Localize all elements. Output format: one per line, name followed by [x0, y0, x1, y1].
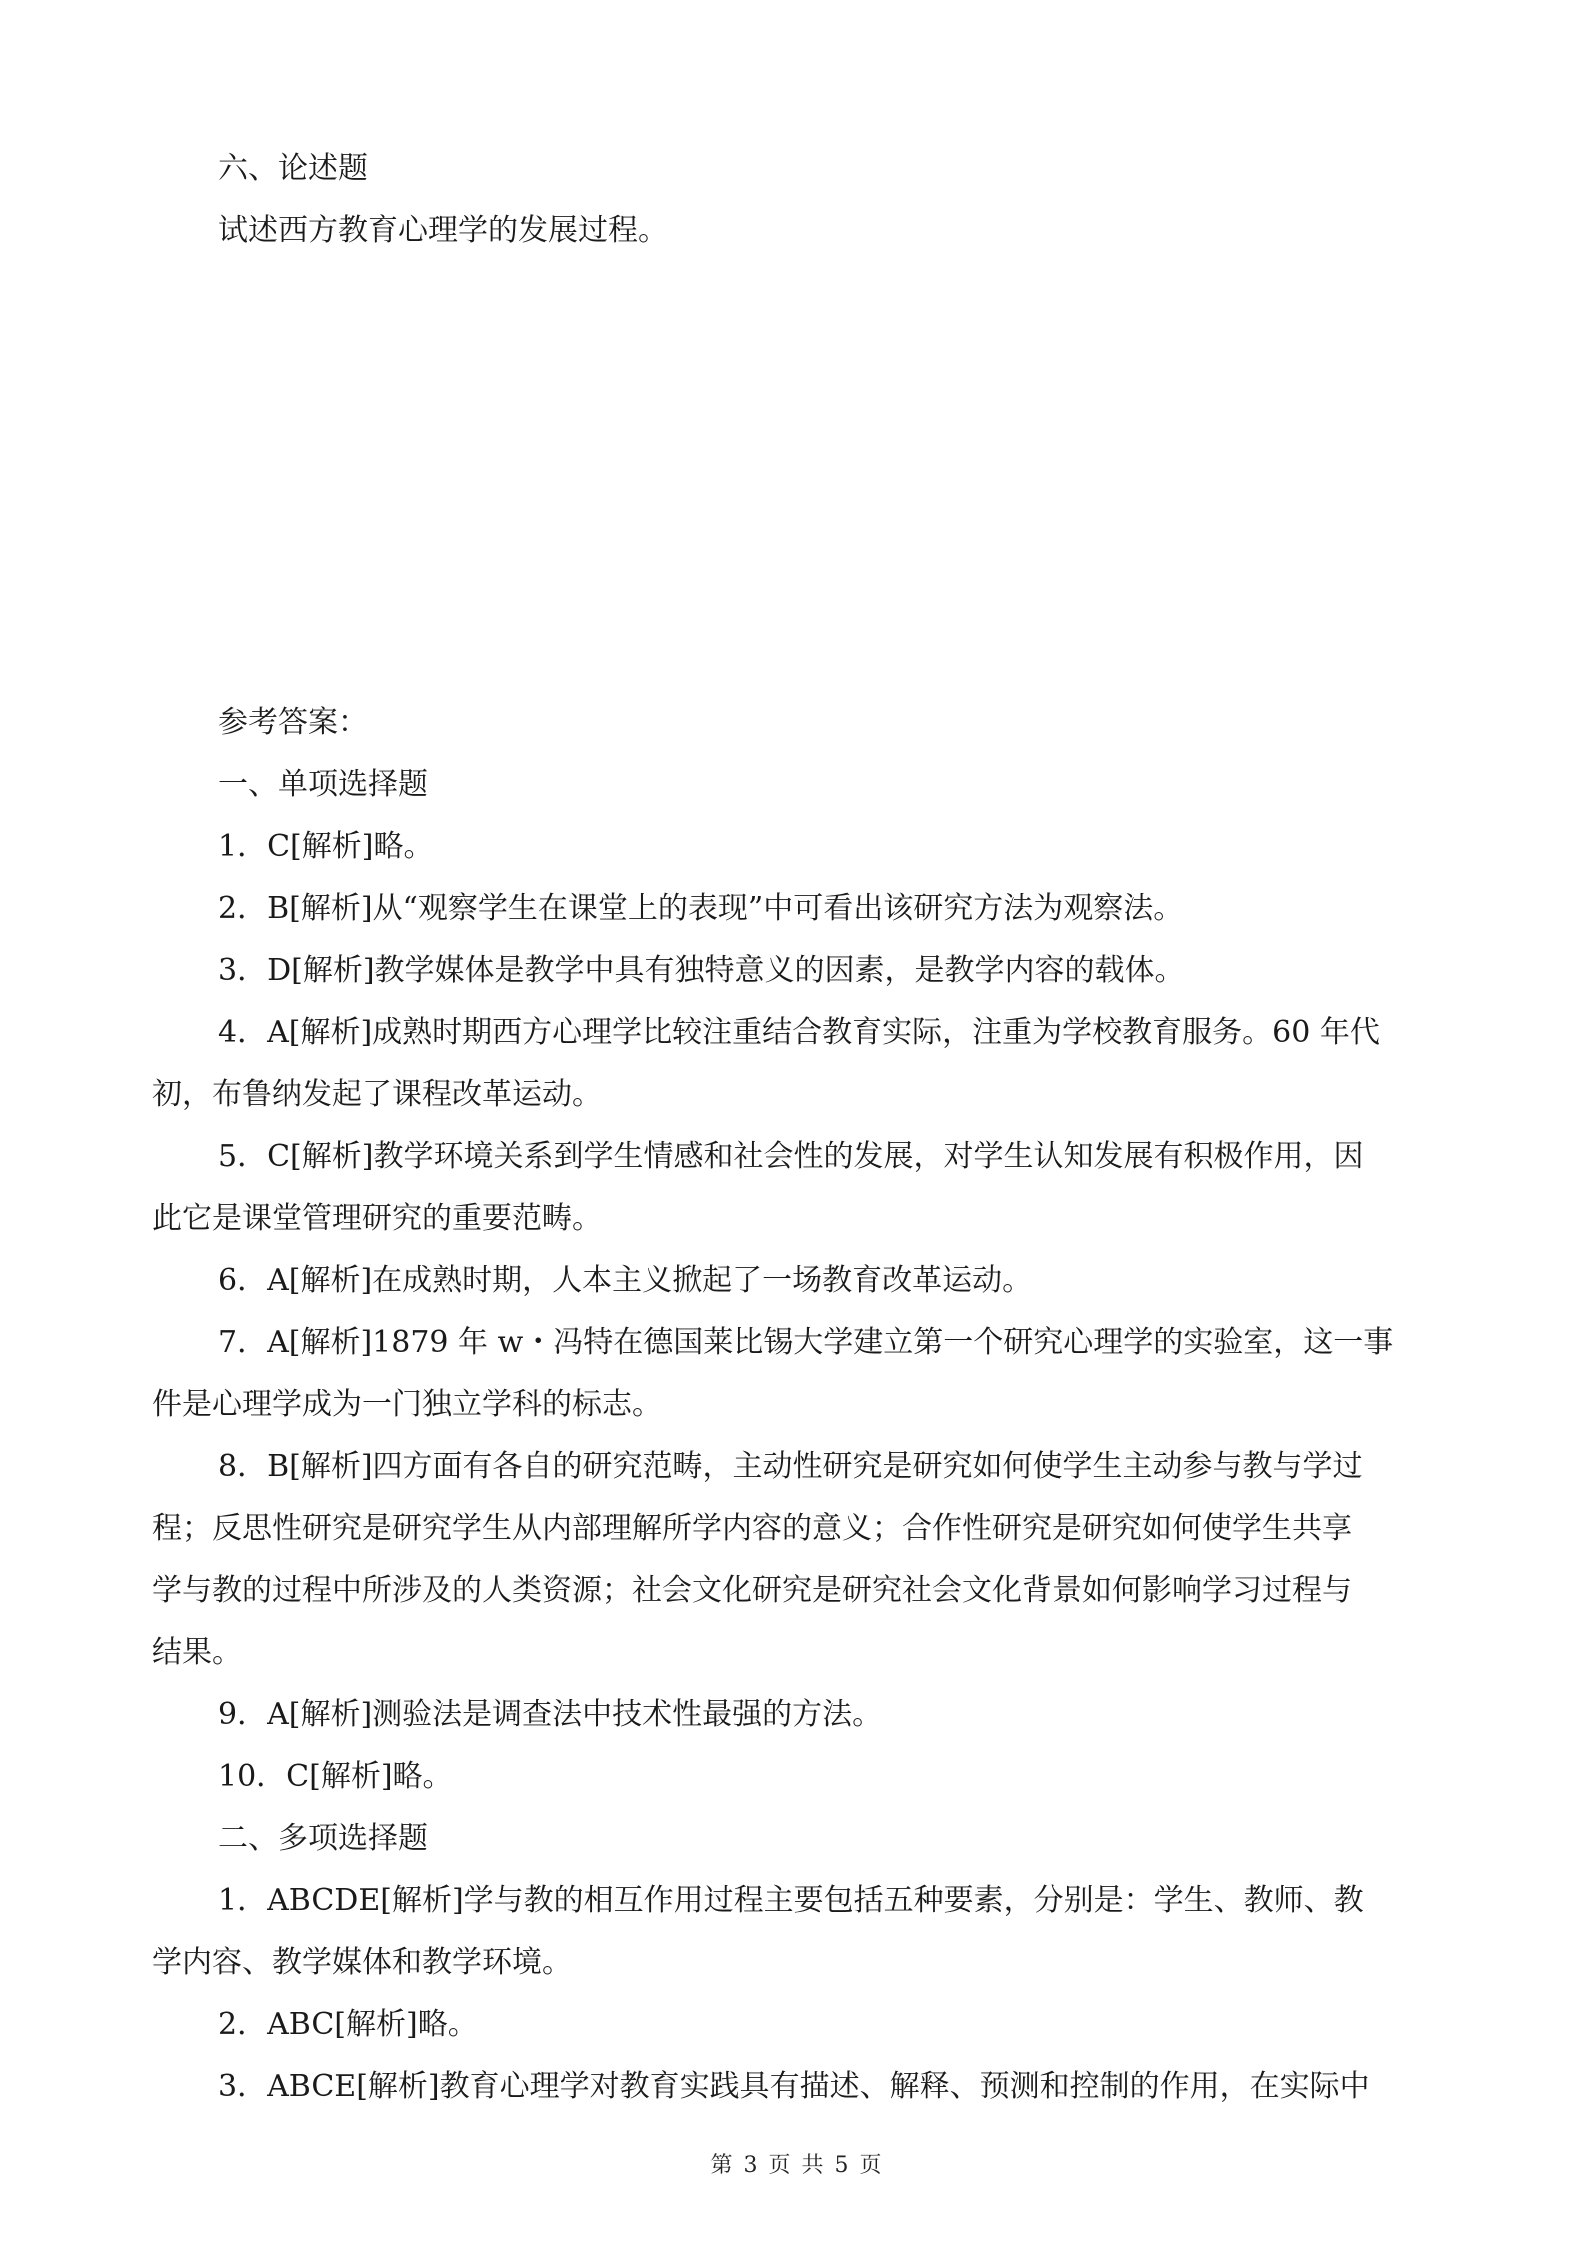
- page-content: [152, 138, 1432, 2118]
- answer-item-single-4: [152, 1002, 1432, 1126]
- answer-line: 8．B[解析]四方面有各自的研究范畴，主动性研究是研究如何使学生主动参与教与学过: [218, 1449, 1363, 1484]
- answer-item-single-3: 3．D[解析]教学媒体是教学中具有独特意义的因素，是教学内容的载体。: [218, 953, 1185, 988]
- answer-item-single-5: [152, 1126, 1432, 1250]
- essay-question: 试述西方教育心理学的发展过程。: [218, 213, 668, 248]
- answer-line-continued: 初，布鲁纳发起了课程改革运动。: [152, 1077, 602, 1112]
- essay-heading: 六、论述题: [218, 151, 368, 186]
- answer-line-continued: 件是心理学成为一门独立学科的标志。: [152, 1387, 662, 1422]
- single-choice-heading: 一、单项选择题: [218, 767, 428, 802]
- answer-item-multi-3: 3．ABCE[解析]教育心理学对教育实践具有描述、解释、预测和控制的作用，在实际中: [218, 2069, 1370, 2104]
- answer-item-single-8: [152, 1436, 1432, 1684]
- answer-line: 7．A[解析]1879 年 w・冯特在德国莱比锡大学建立第一个研究心理学的实验室，这一事: [218, 1325, 1394, 1360]
- answer-item-single-1: 1．C[解析]略。: [218, 829, 434, 864]
- answer-line: 5．C[解析]教学环境关系到学生情感和社会性的发展，对学生认知发展有积极作用，因: [218, 1139, 1364, 1174]
- answer-item-multi-1: [152, 1870, 1432, 1994]
- answer-item-single-9: 9．A[解析]测验法是调查法中技术性最强的方法。: [218, 1697, 883, 1732]
- page-footer: 第 3 页 共 5 页: [710, 2153, 884, 2178]
- answers-heading: 参考答案：: [218, 705, 368, 740]
- answer-line-continued: 程；反思性研究是研究学生从内部理解所学内容的意义；合作性研究是研究如何使学生共享: [152, 1511, 1352, 1546]
- answer-line-continued: 学内容、教学媒体和教学环境。: [152, 1945, 572, 1980]
- answer-space: [218, 262, 1432, 692]
- answer-item-single-7: [152, 1312, 1432, 1436]
- answer-line-continued: 结果。: [152, 1635, 242, 1670]
- answer-line-continued: 此它是课堂管理研究的重要范畴。: [152, 1201, 602, 1236]
- answer-line: 4．A[解析]成熟时期西方心理学比较注重结合教育实际，注重为学校教育服务。60 年代: [218, 1015, 1380, 1050]
- answer-item-single-6: 6．A[解析]在成熟时期，人本主义掀起了一场教育改革运动。: [218, 1263, 1033, 1298]
- answer-item-single-2: 2．B[解析]从“观察学生在课堂上的表现”中可看出该研究方法为观察法。: [218, 891, 1184, 926]
- multi-choice-heading: 二、多项选择题: [218, 1821, 428, 1856]
- answer-line-continued: 学与教的过程中所涉及的人类资源；社会文化研究是研究社会文化背景如何影响学习过程与: [152, 1573, 1352, 1608]
- answer-line: 1．ABCDE[解析]学与教的相互作用过程主要包括五种要素，分别是：学生、教师、教: [218, 1883, 1364, 1918]
- answer-item-single-10: 10．C[解析]略。: [218, 1759, 453, 1794]
- answer-item-multi-2: 2．ABC[解析]略。: [218, 2007, 478, 2042]
